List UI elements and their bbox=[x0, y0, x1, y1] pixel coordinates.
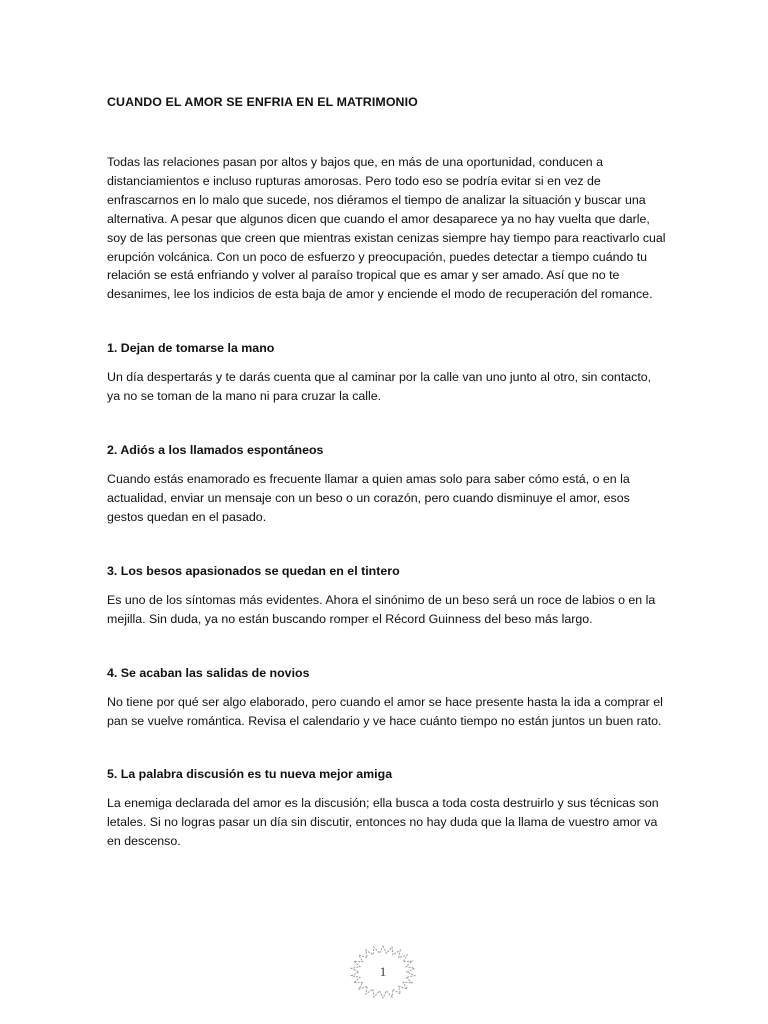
section bbox=[107, 442, 667, 527]
section-heading: 5. La palabra discusión es tu nueva mejor amiga bbox=[107, 767, 393, 782]
section-body: No tiene por qué ser algo elaborado, pero cuando el amor se hace presente hasta la ida a comprar el pan se vuelve romántica. Revisa el calendario y ve hace cuánto tiempo no están juntos un buen rato. bbox=[107, 694, 663, 728]
page-number-badge bbox=[349, 944, 417, 1000]
document-content bbox=[107, 94, 667, 887]
section-body: La enemiga declarada del amor es la discusión; ella busca a toda costa destruirlo y sus técnicas son letales. Si no logras pasar un día sin discutir, entonces no hay duda que la llama de vuestro amor va en descenso. bbox=[107, 796, 659, 849]
section-body: Es uno de los síntomas más evidentes. Ahora el sinónimo de un beso será un roce de labios o en la mejilla. Sin duda, ya no están buscando romper el Récord Guinness del beso más largo. bbox=[107, 592, 656, 626]
section bbox=[107, 340, 667, 406]
section-body: Cuando estás enamorado es frecuente llamar a quien amas solo para saber cómo está, o en la actualidad, enviar un mensaje con un beso o un corazón, pero cuando disminuye el amor, esos gestos quedan en el pasado. bbox=[107, 472, 630, 524]
section-heading: 2. Adiós a los llamados espontáneos bbox=[107, 443, 324, 458]
section bbox=[107, 563, 667, 629]
section-heading: 4. Se acaban las salidas de novios bbox=[107, 665, 310, 680]
document-title: CUANDO EL AMOR SE ENFRIA EN EL MATRIMONIO bbox=[107, 95, 418, 109]
intro-paragraph: Todas las relaciones pasan por altos y bajos que, en más de una oportunidad, conducen a distanciamientos e incluso rupturas amorosas. Pero todo eso se podría evitar si en vez de enfrascarnos en lo malo que sucede, nos diéramos el tiempo de analizar la situación y buscar una alternativa. A pesar que algunos dicen que cuando el amor desaparece ya no hay vuelta que darle, soy de las personas que creen que mientras existan cenizas siempre hay tiempo para reactivarlo cual erupción volcánica. Con un poco de esfuerzo y preocupación, puedes detectar a tiempo cuándo tu relación se está enfriando y volver al paraíso tropical que es amar y ser amado. Así que no te desanimes, lee los indicios de esta baja de amor y enciende el modo de recuperación del romance. bbox=[107, 155, 666, 302]
page-number: 1 bbox=[379, 964, 387, 979]
section bbox=[107, 665, 667, 731]
section-heading: 1. Dejan de tomarse la mano bbox=[107, 341, 275, 356]
section bbox=[107, 766, 667, 851]
section-heading: 3. Los besos apasionados se quedan en el tintero bbox=[107, 563, 400, 578]
section-body: Un día despertarás y te darás cuenta que al caminar por la calle van uno junto al otro, sin contacto, ya no se toman de la mano ni para cruzar la calle. bbox=[107, 370, 652, 404]
